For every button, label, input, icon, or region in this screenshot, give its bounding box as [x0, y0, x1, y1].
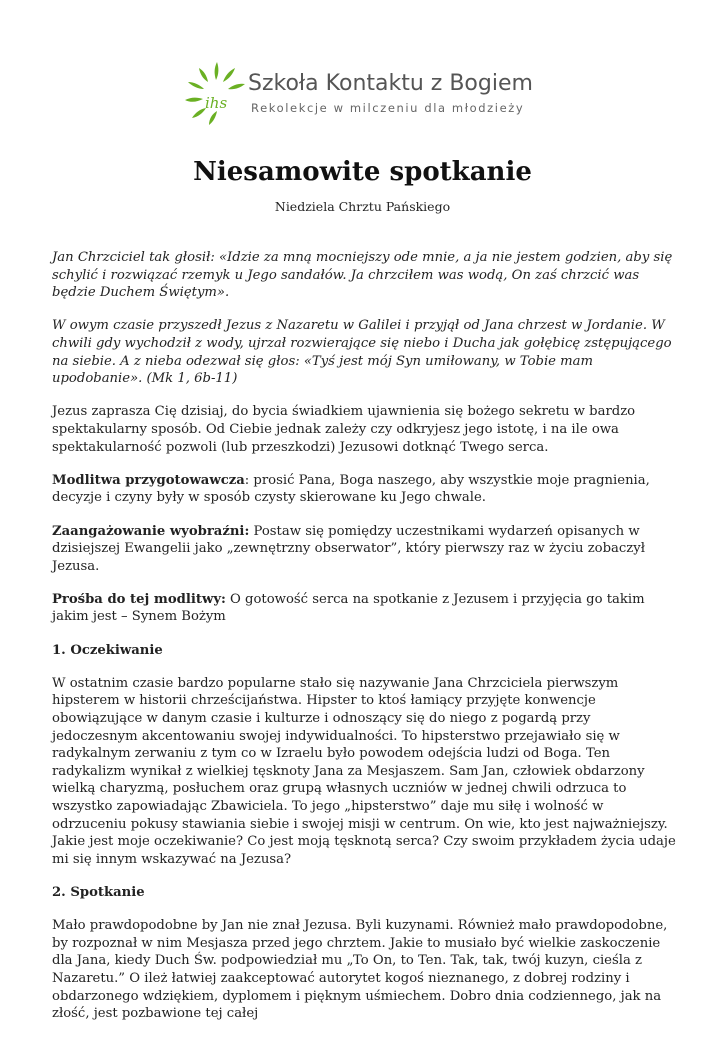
imagination-text: Postaw się pomiędzy uczestnikami wydarzeń opisanych w dzisiejszej Ewangelii jako „zewnętrzny obserwator”, który pierwszy raz w życiu zobaczył Jezusa.	[52, 523, 645, 574]
section-2-body: Mało prawdopodobne by Jan nie znał Jezusa. Byli kuzynami. Również mało prawdopodobne, by rozpoznał w nim Mesjasza przed jego chrztem. Jakie to musiało być wielkie zaskoczenie dla Jana, kiedy Duch Św. podpowiedział mu „To On, to Ten. Tak, tak, twój kuzyn, cieśla z Nazaretu.” O ileż łatwiej zaakceptować autorytet kogoś nieznanego, z dobrej rodziny i obdarzonego wdziękiem, dyplomem i pięknym uśmiechem. Dobro dnia codziennego, jak na złość, jest pozbawione tej całej	[52, 918, 668, 1022]
page-subtitle: Niedziela Chrztu Pańskiego	[274, 199, 451, 214]
imagination-paragraph	[52, 523, 680, 576]
page-title: Niesamowite spotkanie	[193, 157, 532, 187]
request-paragraph	[52, 591, 680, 626]
article-body	[52, 249, 680, 1038]
section-1-questions: Jakie jest moje oczekiwanie? Co jest moją tęsknotą serca? Czy swoim przykładem życia udaje mi się innym wskazywać na Jezusa?	[52, 834, 676, 867]
imagination-label: Zaangażowanie wyobraźni:	[52, 523, 250, 539]
gospel-quote-2: W owym czasie przyszedł Jezus z Nazaretu w Galilei i przyjął od Jana chrzest w Jordanie. W chwili gdy wychodził z wody, ujrzał rozwierające się niebo i Ducha jak gołębicę zstępującego na siebie. A z nieba odezwał się głos: «Tyś jest mój Syn umiłowany, w Tobie mam upodobanie». (Mk 1, 6b-11)	[52, 318, 672, 387]
request-label: Prośba do tej modlitwy:	[52, 591, 226, 607]
section-1-body: W ostatnim czasie bardzo popularne stało się nazywanie Jana Chrzciciela pierwszym hipsterem w historii chrześcijaństwa. Hipster to ktoś łamiący przyjęte konwencje obowiązujące w danym czasie i kulturze i odnoszący się do niego z pogardą przy jedoczesnym akcentowaniu swojej indywidualności. To hipsterstwo przejawiało się w radykalnym zerwaniu z tym co w Izraelu było powodem odejścia ludzi od Boga. Ten radykalizm wynikał z wielkiej tęsknoty Jana za Mesjaszem. Sam Jan, człowiek obdarzony wielką charyzmą, posłuchem oraz grupą własnych uczniów w jednej chwili odrzuca to wszystko zapowiadając Zbawiciela. To jego „hipsterstwo” daje mu siłę i wolność w odrzuceniu pokusy stawiania siebie i swojej misji w centrum. On wie, kto jest najważniejszy.	[52, 675, 668, 832]
svg-text:ihs: ihs	[205, 94, 228, 112]
prep-prayer-text: : prosić Pana, Boga naszego, aby wszystkie moje pragnienia, decyzje i czyny były w sposób czysty skierowane ku Jego chwale.	[52, 472, 650, 506]
gospel-quote-1: Jan Chrzciciel tak głosił: «Idzie za mną mocniejszy ode mnie, a ja nie jestem godzien, aby się schylić i rozwiązać rzemyk u Jego sandałów. Ja chrzciłem was wodą, On zaś chrzcić was będzie Duchem Świętym».	[52, 250, 673, 301]
brand-title: Szkoła Kontaktu z Bogiem	[248, 71, 533, 96]
prep-prayer-paragraph	[52, 472, 680, 507]
section-1-heading: 1. Oczekiwanie	[52, 642, 163, 658]
intro-paragraph: Jezus zaprasza Cię dzisiaj, do bycia świadkiem ujawnienia się bożego sekretu w bardzo spektakularny sposób. Od Ciebie jednak zależy czy odkryjesz jego istotę, i na ile owa spektakularność pozwoli (lub przeszkodzi) Jezusowi dotknąć Twego serca.	[52, 404, 636, 455]
request-text: O gotowość serca na spotkanie z Jezusem i przyjęcia go takim jakim jest – Synem Bożym	[52, 591, 645, 625]
section-2-heading: 2. Spotkanie	[52, 884, 145, 900]
brand-subtitle: Rekolekcje w milczeniu dla młodzieży	[251, 101, 525, 115]
page-header	[0, 55, 725, 130]
section-1-paragraph	[52, 675, 680, 869]
sun-logo-icon	[183, 58, 251, 128]
prep-prayer-label: Modlitwa przygotowawcza	[52, 472, 245, 488]
